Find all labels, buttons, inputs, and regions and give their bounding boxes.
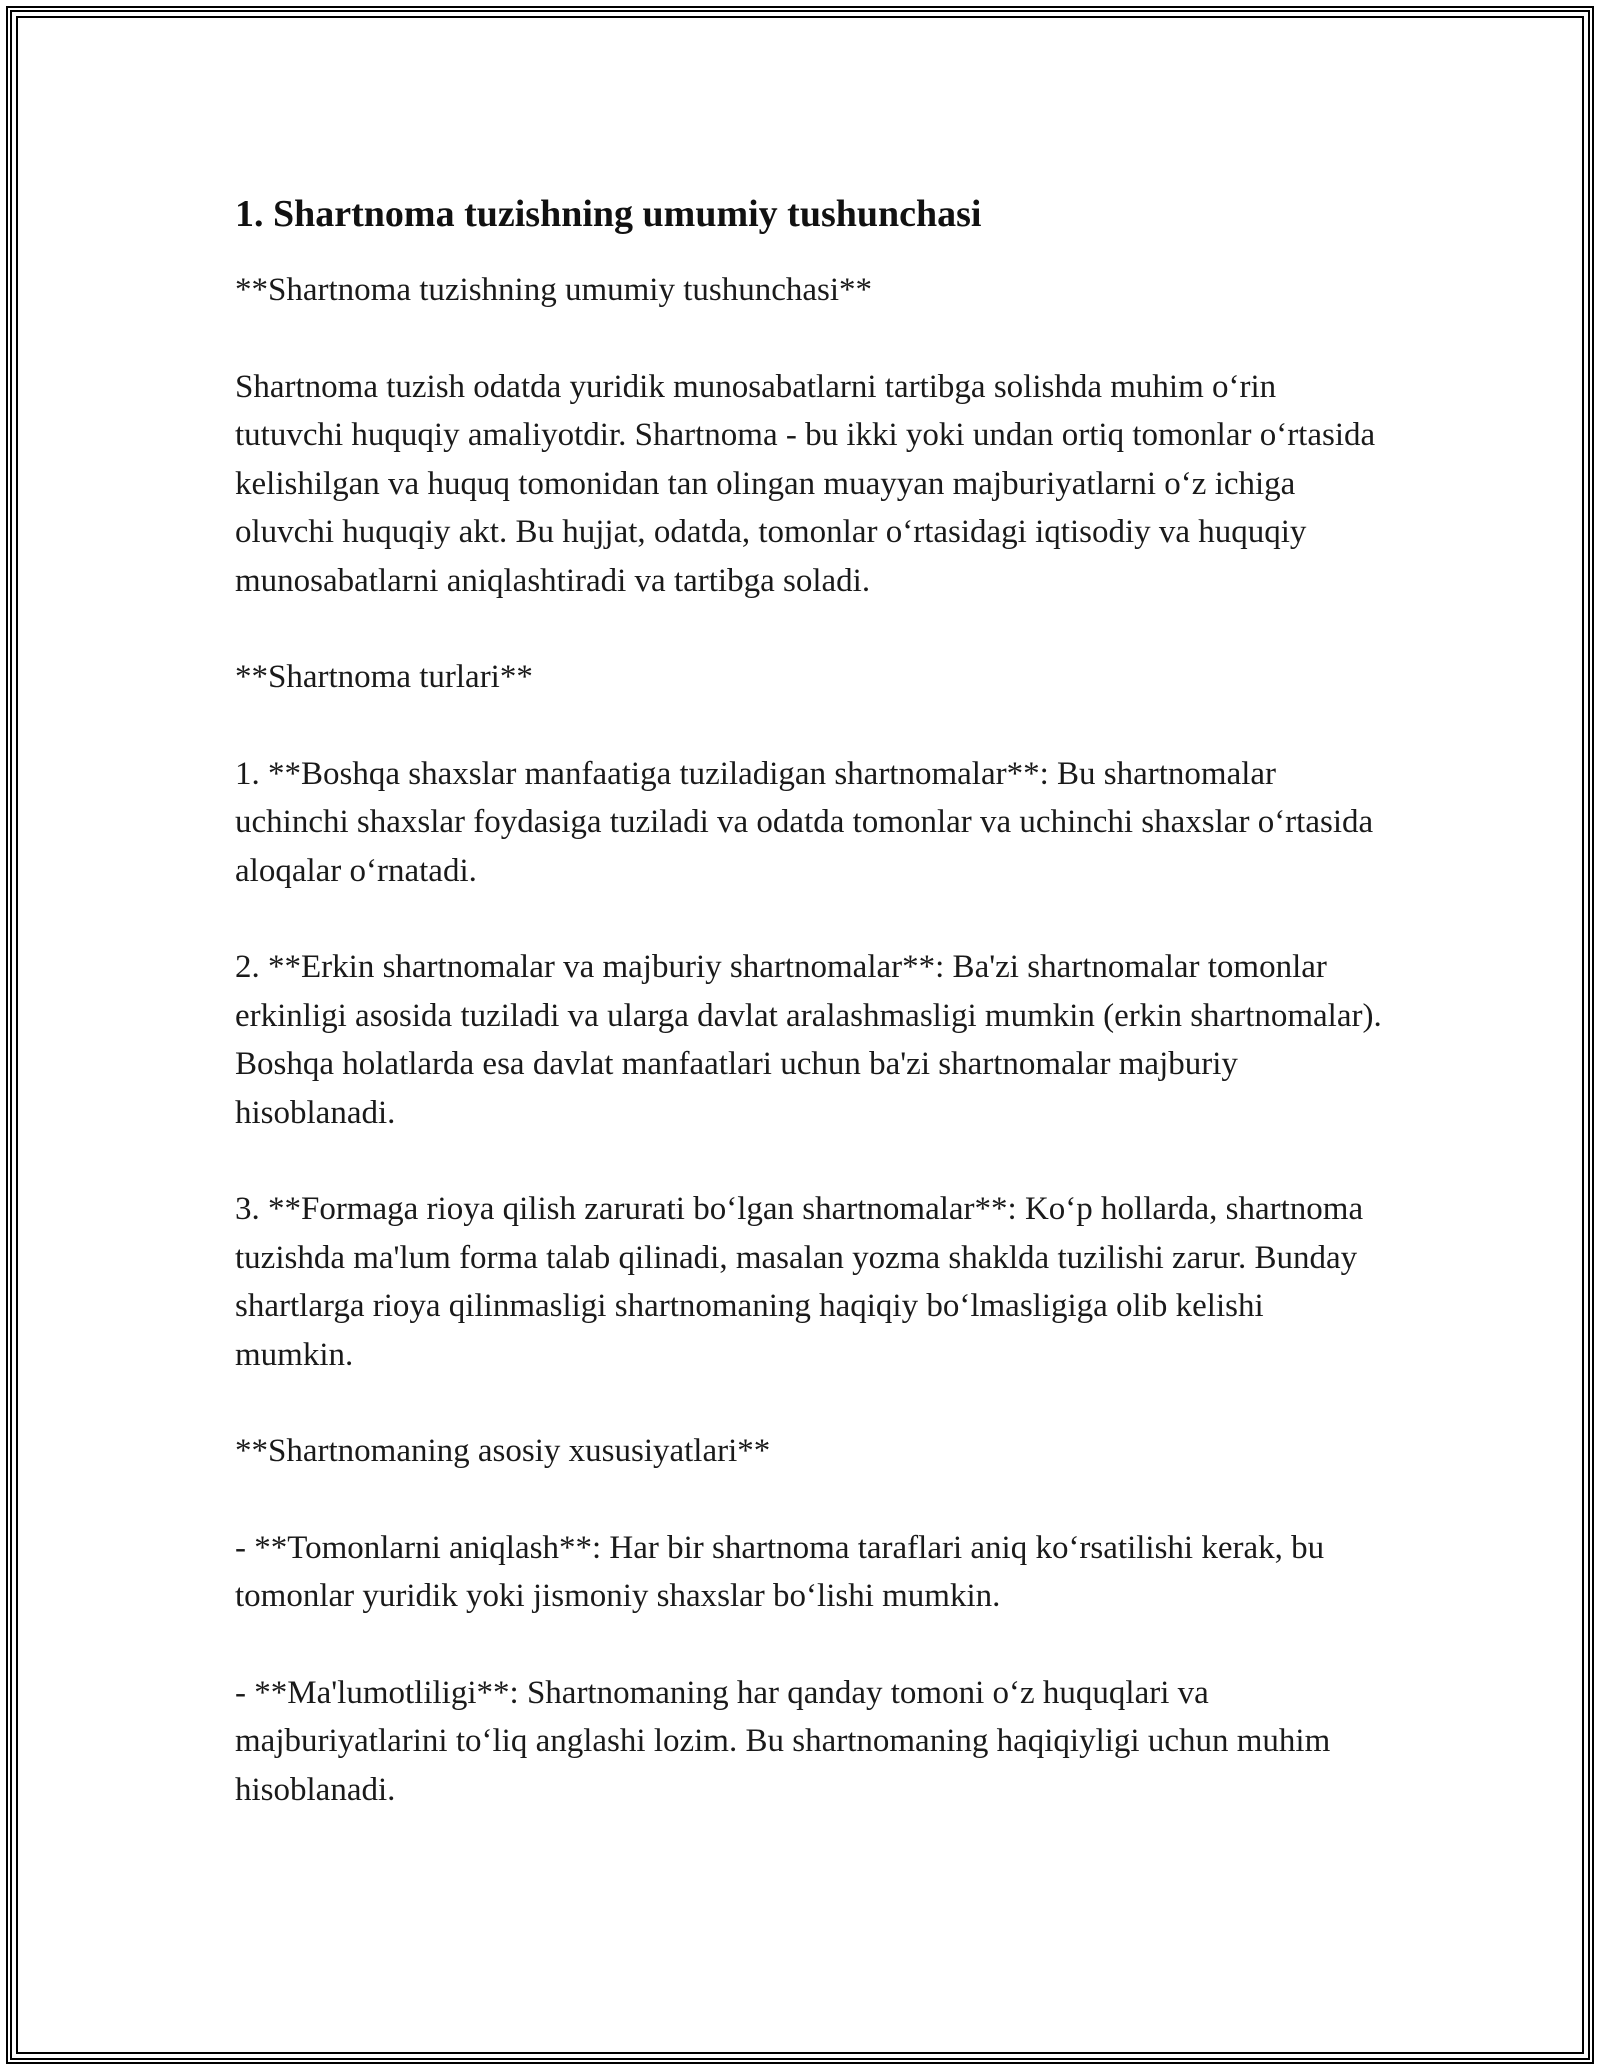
page-title: 1. Shartnoma tuzishning umumiy tushunchasi xyxy=(235,193,982,235)
list-item-form-required-contracts: 3. **Formaga rioya qilish zarurati bo‘lgan shartnomalar**: Ko‘p hollarda, shartnoma tuzishda ma'lum forma talab qilinadi, masalan yozma shaklda tuzilishi zarur. Bunday shartlarga rioya qilinmasligi shartnomaning haqiqiy bo‘lmasligiga olib kelishi mumkin. xyxy=(235,1191,1364,1373)
document-body xyxy=(235,188,1385,1862)
section-heading-key-features: **Shartnomaning asosiy xususiyatlari** xyxy=(235,1433,771,1469)
bullet-item-identifying-parties: - **Tomonlarni aniqlash**: Har bir shartnoma taraflari aniq ko‘rsatilishi kerak, bu tomonlar yuridik yoki jismoniy shaxslar bo‘lishi mumkin. xyxy=(235,1529,1325,1614)
section-heading-contract-types: **Shartnoma turlari** xyxy=(235,659,533,695)
section-heading-general-concept: **Shartnoma tuzishning umumiy tushunchasi** xyxy=(235,272,873,308)
list-item-third-party-contracts: 1. **Boshqa shaxslar manfaatiga tuziladigan shartnomalar**: Bu shartnomalar uchinchi shaxslar foydasiga tuziladi va odatda tomonlar va uchinchi shaxslar o‘rtasida aloqalar o‘rnatadi. xyxy=(235,755,1374,889)
paragraph-definition: Shartnoma tuzish odatda yuridik munosabatlarni tartibga solishda muhim o‘rin tutuvchi huquqiy amaliyotdir. Shartnoma - bu ikki yoki undan ortiq tomonlar o‘rtasida kelishilgan va huquq tomonidan tan olingan muayyan majburiyatlarni o‘z ichiga oluvchi huquqiy akt. Bu hujjat, odatda, tomonlar o‘rtasidagi iqtisodiy va huquqiy munosabatlarni aniqlashtiradi va tartibga soladi. xyxy=(235,368,1376,599)
bullet-item-informedness: - **Ma'lumotliligi**: Shartnomaning har qanday tomoni o‘z huquqlari va majburiyatlarini to‘liq anglashi lozim. Bu shartnomaning haqiqiyligi uchun muhim hisoblanadi. xyxy=(235,1674,1331,1808)
list-item-free-and-mandatory-contracts: 2. **Erkin shartnomalar va majburiy shartnomalar**: Ba'zi shartnomalar tomonlar erkinligi asosida tuziladi va ularga davlat aralashmasligi mumkin (erkin shartnomalar). Boshqa holatlarda esa davlat manfaatlari uchun ba'zi shartnomalar majburiy hisoblanadi. xyxy=(235,949,1382,1131)
